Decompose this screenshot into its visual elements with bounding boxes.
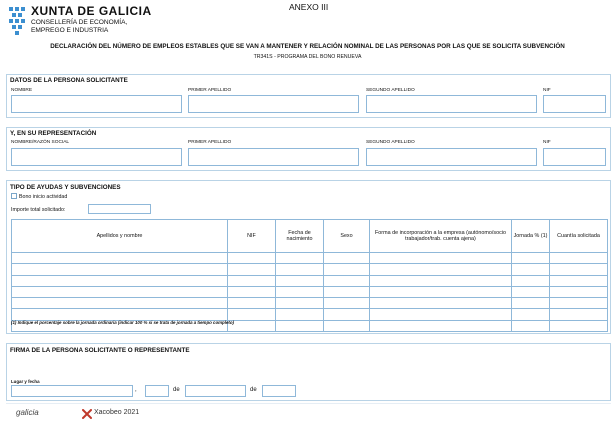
xacobeo-icon (82, 409, 92, 419)
table-cell[interactable] (512, 309, 550, 320)
day-field[interactable] (145, 385, 169, 397)
table-row (12, 309, 608, 320)
table-cell[interactable] (276, 320, 324, 331)
footer-divider (6, 403, 611, 404)
representative-first-surname-field[interactable] (188, 148, 359, 166)
col-header-workday: Jornada % (1) (512, 220, 550, 253)
bono-inicio-checkbox[interactable] (11, 193, 17, 199)
table-cell[interactable] (550, 286, 608, 297)
department-name (31, 19, 127, 35)
table-cell[interactable] (370, 264, 512, 275)
footnote: (1) Indique el porcentaje sobre la jornada ordinaria (indicar 100 % si se trata de jornada a tiempo completo) (11, 320, 235, 325)
total-amount-field[interactable] (88, 204, 151, 214)
total-amount-label: Importe total solicitado: (11, 207, 66, 213)
representative-name-label: NOMBRE/RAZÓN SOCIAL (11, 140, 70, 145)
table-cell[interactable] (512, 253, 550, 264)
table-cell[interactable] (228, 320, 276, 331)
document-title: DECLARACIÓN DEL NÚMERO DE EMPLEOS ESTABLES QUE SE VAN A MANTENER Y RELACIÓN NOMINAL DE LAS PERSONAS POR LAS QUE SE SOLICITA SUBVENCIÓN (50, 43, 565, 50)
col-header-sex: Sexo (324, 220, 370, 253)
comma-separator: , (135, 387, 137, 393)
table-cell[interactable] (324, 286, 370, 297)
table-cell[interactable] (370, 253, 512, 264)
representative-nif-label: NIF (543, 140, 551, 145)
table-cell[interactable] (12, 309, 228, 320)
table-cell[interactable] (370, 275, 512, 286)
month-field[interactable] (185, 385, 246, 397)
table-cell[interactable] (512, 264, 550, 275)
xacobeo-logo: Xacobeo 2021 (94, 409, 140, 416)
galicia-logo: galicia (16, 408, 39, 417)
table-cell[interactable] (512, 298, 550, 309)
table-cell[interactable] (370, 298, 512, 309)
representative-section-title: Y, EN SU REPRESENTACIÓN (10, 130, 97, 137)
table-cell[interactable] (12, 298, 228, 309)
table-cell[interactable] (550, 298, 608, 309)
table-cell[interactable] (550, 309, 608, 320)
table-cell[interactable] (12, 253, 228, 264)
table-cell[interactable] (12, 264, 228, 275)
department-line-2: EMPREGO E INDUSTRIA (31, 27, 109, 34)
table-cell[interactable] (228, 286, 276, 297)
table-cell[interactable] (512, 320, 550, 331)
table-row (12, 286, 608, 297)
table-cell[interactable] (276, 264, 324, 275)
applicant-second-surname-label: SEGUNDO APELLIDO (366, 88, 415, 93)
table-cell[interactable] (370, 286, 512, 297)
department-line-1: CONSELLERÍA DE ECONOMÍA, (31, 19, 128, 26)
table-cell[interactable] (228, 253, 276, 264)
org-name: XUNTA DE GALICIA (31, 4, 152, 18)
table-cell[interactable] (324, 298, 370, 309)
table-cell[interactable] (550, 320, 608, 331)
table-cell[interactable] (228, 264, 276, 275)
table-cell[interactable] (324, 320, 370, 331)
table-cell[interactable] (550, 264, 608, 275)
de-separator-1: de (173, 387, 180, 393)
applicant-first-surname-label: PRIMER APELLIDO (188, 88, 232, 93)
place-date-label: Lugar y fecha (11, 379, 40, 384)
table-header-row (12, 220, 608, 253)
representative-first-surname-label: PRIMER APELLIDO (188, 140, 232, 145)
table-cell[interactable] (550, 275, 608, 286)
applicant-name-field[interactable] (11, 95, 182, 113)
table-cell[interactable] (324, 309, 370, 320)
applicant-nif-field[interactable] (543, 95, 606, 113)
aid-section-title: TIPO DE AYUDAS Y SUBVENCIONES (10, 184, 121, 191)
table-cell[interactable] (276, 275, 324, 286)
applicant-section (6, 74, 611, 118)
table-cell[interactable] (276, 286, 324, 297)
table-cell[interactable] (324, 253, 370, 264)
table-cell[interactable] (512, 275, 550, 286)
table-cell[interactable] (276, 309, 324, 320)
persons-table (11, 219, 608, 332)
procedure-code: TR341S - PROGRAMA DEL BONO RENUEVA (253, 54, 362, 60)
table-cell[interactable] (12, 286, 228, 297)
table-cell[interactable] (370, 309, 512, 320)
table-cell[interactable] (512, 286, 550, 297)
applicant-first-surname-field[interactable] (188, 95, 359, 113)
galicia-flag-icon (8, 5, 27, 37)
de-separator-2: de (250, 387, 257, 393)
col-header-nif: NIF (228, 220, 276, 253)
table-row (12, 253, 608, 264)
representative-section (6, 127, 611, 171)
table-cell[interactable] (324, 275, 370, 286)
applicant-second-surname-field[interactable] (366, 95, 537, 113)
year-field[interactable] (262, 385, 296, 397)
col-header-birthdate: Fecha de nacimiento (276, 220, 324, 253)
table-cell[interactable] (276, 298, 324, 309)
signature-section-title: FIRMA DE LA PERSONA SOLICITANTE O REPRESENTANTE (10, 347, 190, 354)
representative-second-surname-label: SEGUNDO APELLIDO (366, 140, 415, 145)
table-cell[interactable] (370, 320, 512, 331)
col-header-amount: Cuantía solicitada (550, 220, 608, 253)
representative-name-field[interactable] (11, 148, 182, 166)
representative-second-surname-field[interactable] (366, 148, 537, 166)
table-cell[interactable] (12, 275, 228, 286)
bono-inicio-label: Bono inicio actividad (19, 194, 68, 200)
table-cell[interactable] (550, 253, 608, 264)
col-header-incorporation: Forma de incorporación a la empresa (autónomo/socio trabajador/trab. cuenta ajena) (370, 220, 512, 253)
representative-nif-field[interactable] (543, 148, 606, 166)
col-header-name: Apellidos y nombre (12, 220, 228, 253)
signature-section (6, 343, 611, 401)
table-row (12, 264, 608, 275)
applicant-nif-label: NIF (543, 88, 551, 93)
annex-label: ANEXO III (289, 2, 329, 12)
table-row (12, 298, 608, 309)
aid-section (6, 180, 611, 334)
applicant-name-label: NOMBRE (11, 88, 33, 93)
table-cell[interactable] (324, 264, 370, 275)
table-cell[interactable] (228, 309, 276, 320)
table-cell[interactable] (228, 275, 276, 286)
table-cell[interactable] (228, 298, 276, 309)
applicant-section-title: DATOS DE LA PERSONA SOLICITANTE (10, 77, 128, 84)
place-field[interactable] (11, 385, 133, 397)
table-cell[interactable] (276, 253, 324, 264)
table-row (12, 275, 608, 286)
